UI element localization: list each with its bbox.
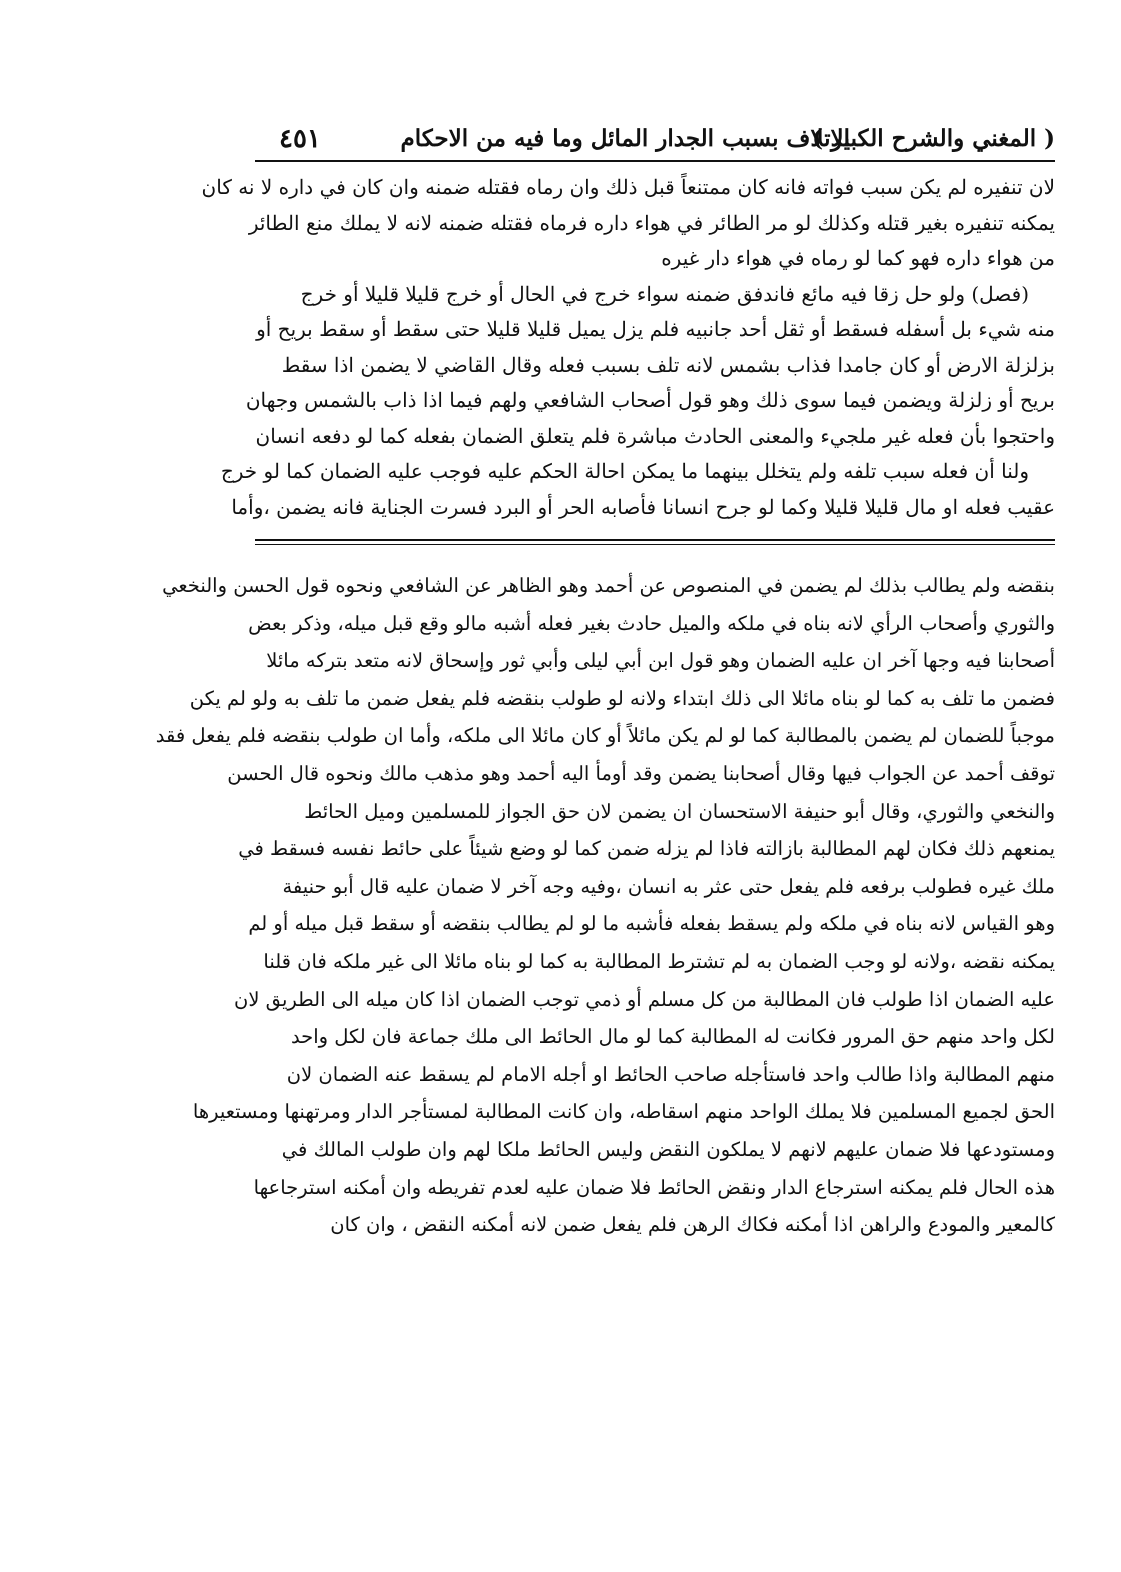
section-title: الاتلاف بسبب الجدار المائل وما فيه من الاحكام (400, 125, 850, 152)
sharh-line: منهم المطالبة واذا طالب واحد فاستأجله صاحب الحائط او أجله الامام لم يسقط عنه الضمان لان (286, 1062, 1055, 1086)
sharh-line: هذه الحال فلم يمكنه استرجاع الدار ونقض الحائط فلا ضمان عليه لعدم تفريطه وان أمكنه استرجاعها (253, 1175, 1055, 1199)
book-page (155, 120, 1055, 1244)
matn-line: يمكنه تنفيره بغير قتله وكذلك لو مر الطائر في هواء داره فرماه فقتله ضمنه لانه لا يملك منع الطائر (248, 210, 1055, 235)
matn-line: واحتجوا بأن فعله غير ملجيء والمعنى الحادث مباشرة فلم يتعلق الضمان بفعله كما لو دفعه انسان (255, 423, 1055, 448)
page-number: ٤٥١ (279, 124, 321, 154)
matn-line: عقيب فعله او مال قليلا قليلا وكما لو جرح انسانا فأصابه الحر أو البرد فسرت الجناية فانه يضمن ،وأما (231, 494, 1055, 519)
matn-line-paragraph-start: ولنا أن فعله سبب تلفه ولم يتخلل بينهما ما يمكن احالة الحكم عليه فوجب عليه الضمان كما لو خرج (220, 459, 1029, 483)
sharh-line: ومستودعها فلا ضمان عليهم لانهم لا يملكون النقض وليس الحائط ملكا لهم وان طولب المالك في (281, 1137, 1055, 1161)
matn-line: منه شيء بل أسفله فسقط أو ثقل أحد جانبيه فلم يزل يميل قليلا قليلا حتى سقط أو سقط بريح أو (256, 317, 1055, 341)
sharh-line: والثوري وأصحاب الرأي لانه بناه في ملكه والميل حادث بغير فعله أشبه مالو وقع قبل ميله، وذكر بعض (248, 611, 1055, 635)
sharh-line: والنخعي والثوري، وقال أبو حنيفة الاستحسان ان يضمن لان حق الجواز للمسلمين وميل الحائط (304, 799, 1055, 823)
sharh-line: الحق لجميع المسلمين فلا يملك الواحد منهم اسقاطه، وان كانت المطالبة لمستأجر الدار ومرتهنها ومستعيرها (192, 1100, 1055, 1124)
sharh-line: يمنعهم ذلك فكان لهم المطالبة بازالته فاذا لم يزله ضمن كما لو وضع شيئاً على حائط نفسه فسقط في (238, 837, 1055, 861)
sharh-line: موجباً للضمان لم يضمن بالمطالبة كما لو لم يكن مائلاً أو كان مائلا الى ملكه، وأما ان طولب بنقضه فلم يفعل فقد (155, 724, 1055, 748)
matn-line: لان تنفيره لم يكن سبب فواته فانه كان ممتنعاً قبل ذلك وان رماه فقتله ضمنه وان كان في داره لا نه كان (201, 175, 1055, 199)
matn-line: بزلزلة الارض أو كان جامدا فذاب بشمس لانه تلف بسبب فعله وقال القاضي لا يضمن اذا سقط (281, 352, 1055, 377)
matn-line: بريح أو زلزلة ويضمن فيما سوى ذلك وهو قول أصحاب الشافعي ولهم فيما اذا ذاب بالشمس وجهان (245, 388, 1055, 412)
matn-line-section-start: (فصل) ولو حل زقا فيه مائع فاندفق ضمنه سواء خرج في الحال أو خرج قليلا قليلا أو خرج (300, 281, 1029, 306)
sharh-line: فضمن ما تلف به كما لو بناه مائلا الى ذلك ابتداء ولانه لو طولب بنقضه فلم يفعل ضمن ما تلف به ولو لم يكن (189, 686, 1055, 710)
sharh-line: يمكنه نقضه ،ولانه لو وجب الضمان به لم تشترط المطالبة به كما لو بناه مائلا الى غير ملكه فان قلنا (263, 949, 1055, 973)
sharh-text-block (155, 567, 1055, 1244)
running-header (255, 120, 1055, 158)
matn-line: من هواء داره فهو كما لو رماه في هواء دار غيره (661, 246, 1055, 270)
matn-text-block (201, 170, 1055, 525)
book-title: ( المغني والشرح الكبير ) (812, 125, 1055, 152)
sharh-line: ملك غيره فطولب برفعه فلم يفعل حتى عثر به انسان ،وفيه وجه آخر لا ضمان عليه قال أبو حنيفة (282, 874, 1055, 898)
sharh-line: وهو القياس لانه بناه في ملكه ولم يسقط بفعله فأشبه ما لو لم يطالب بنقضه أو سقط قبل ميله أو لم (248, 912, 1055, 936)
header-rule (255, 160, 1055, 162)
sharh-line: توقف أحمد عن الجواب فيها وقال أصحابنا يضمن وقد أومأ اليه أحمد وهو مذهب مالك ونحوه قال الحسن (227, 761, 1055, 785)
sharh-line: لكل واحد منهم حق المرور فكانت له المطالبة كما لو مال الحائط الى ملك جماعة فان لكل واحد (290, 1025, 1055, 1049)
sharh-line: كالمعير والمودع والراهن اذا أمكنه فكاك الرهن فلم يفعل ضمن لانه أمكنه النقض ، وان كان (330, 1213, 1055, 1237)
sharh-line: أصحابنا فيه وجها آخر ان عليه الضمان وهو قول ابن أبي ليلى وأبي ثور وإسحاق لانه متعد بتركه مائلا (266, 649, 1055, 673)
sharh-line: عليه الضمان اذا طولب فان المطالبة من كل مسلم أو ذمي توجب الضمان اذا كان ميله الى الطريق لان (234, 987, 1055, 1011)
sharh-line: بنقضه ولم يطالب بذلك لم يضمن في المنصوص عن أحمد وهو الظاهر عن الشافعي ونحوه قول الحسن والنخعي (162, 574, 1055, 597)
matn-sharh-divider (255, 539, 1055, 545)
